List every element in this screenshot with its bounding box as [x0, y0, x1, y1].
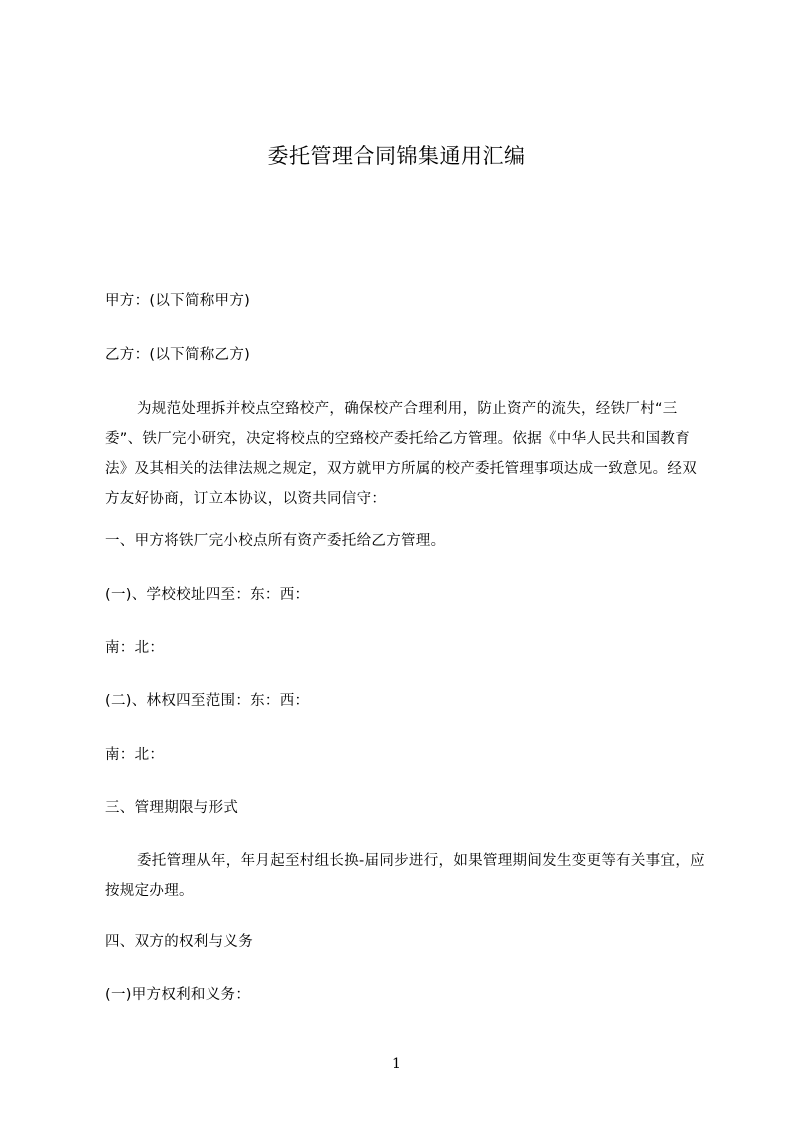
- clause-1-heading: 一、甲方将铁厂完小校点所有资产委托给乙方管理。: [105, 533, 446, 549]
- page-number: 1: [392, 1056, 401, 1072]
- clause-3-heading: 三、管理期限与形式: [105, 800, 239, 816]
- clause-1-item-2-cont: 南：北：: [105, 747, 165, 763]
- clause-4-heading: 四、双方的权利与义务: [105, 934, 253, 950]
- clause-1-item-2: (二)、林权四至范围：东：西：: [105, 693, 310, 709]
- clause-1-item-1: (一)、学校校址四至：东：西：: [105, 587, 310, 603]
- clause-1-item-1-cont: 南：北：: [105, 640, 165, 656]
- preamble-paragraph: 为规范处理拆并校点空臵校产，确保校产合理利用，防止资产的流失，经铁厂村“三委”、铁厂完小研究，决定将校点的空臵校产委托给乙方管理。依据《中华人民共和国教育法》及其相关的法律法规之规定，双方就甲方所属的校产委托管理事项达成一致意见。经双方友好协商，订立本协议，以资共同信守：: [105, 401, 697, 507]
- document-title: 委托管理合同锦集通用汇编: [267, 144, 526, 168]
- party-a-line: 甲方：(以下简称甲方): [105, 293, 251, 309]
- clause-3-body: 委托管理从年，年月起至村组长换-届同步进行，如果管理期间发生变更等有关事宜，应按规定办理。: [105, 853, 705, 899]
- party-b-line: 乙方：(以下简称乙方): [105, 347, 251, 363]
- clause-4-item-1: (一)甲方权利和义务：: [105, 987, 251, 1003]
